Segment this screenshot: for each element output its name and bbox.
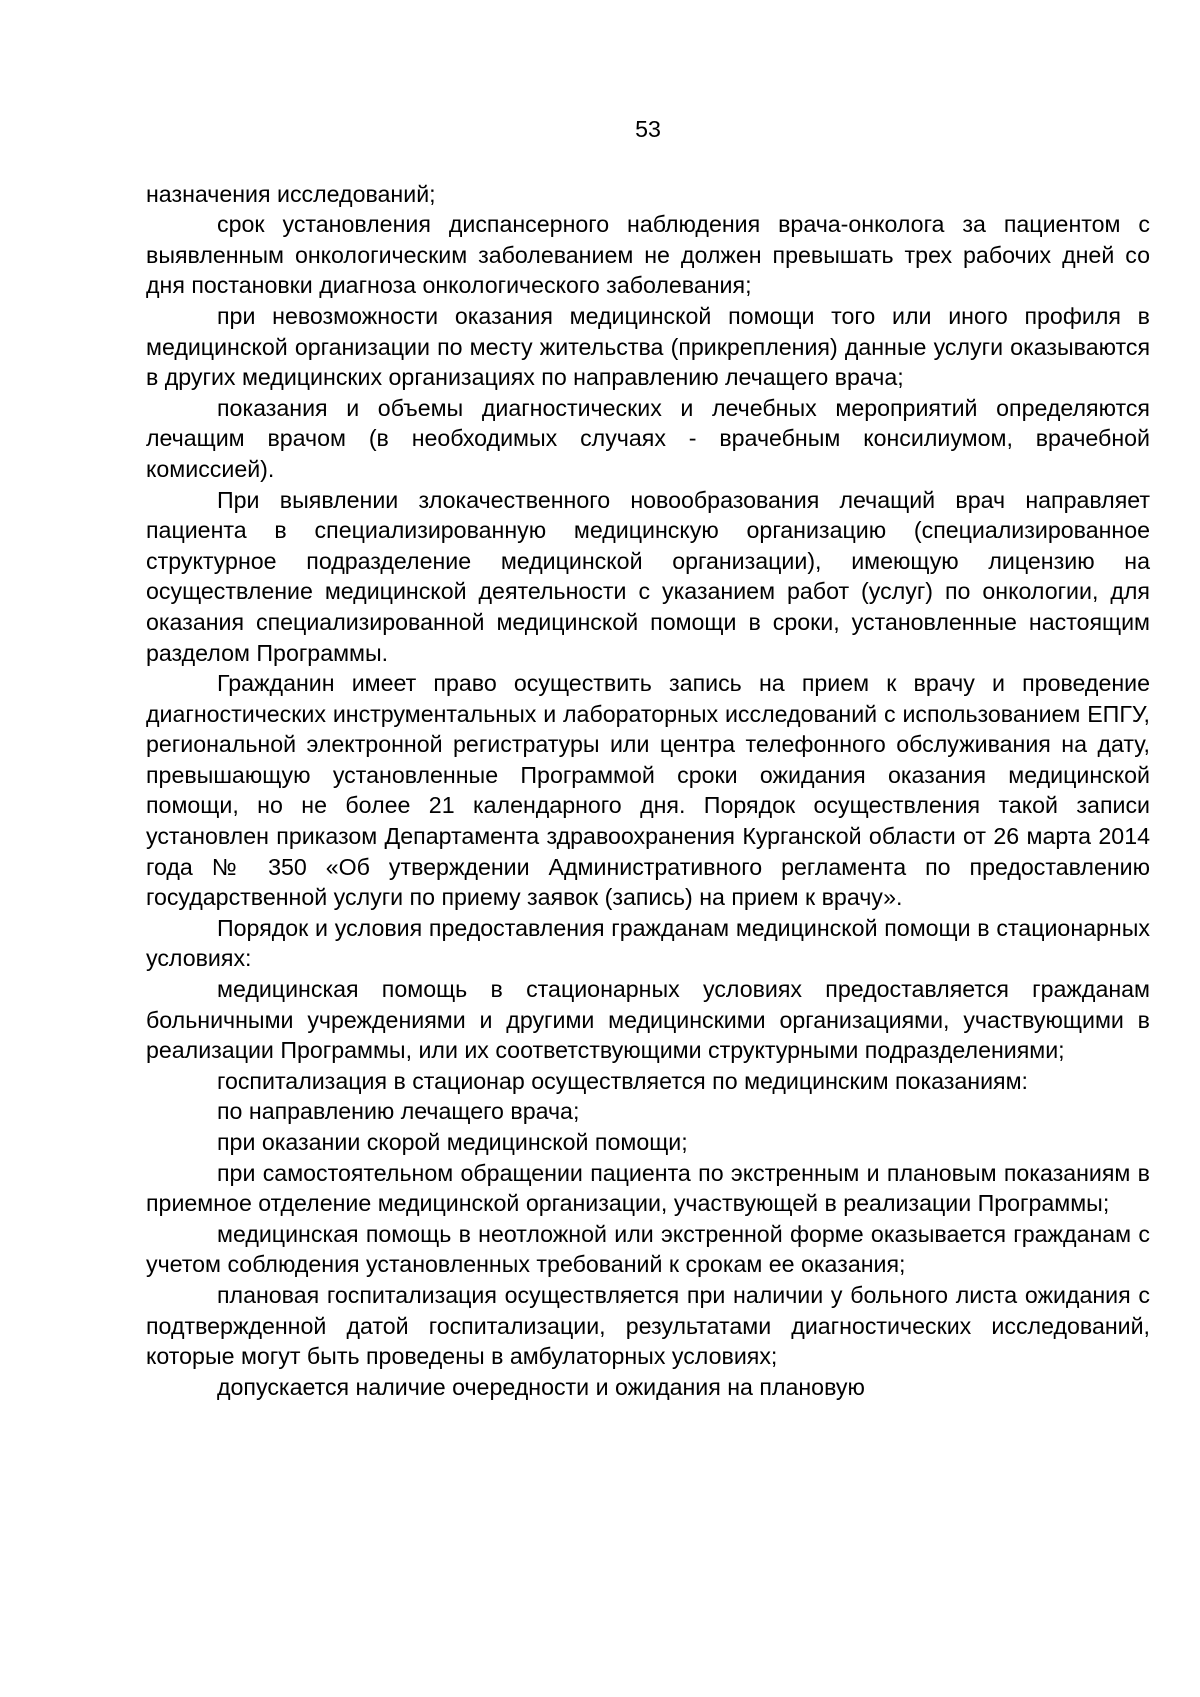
- paragraph: по направлению лечащего врача;: [217, 1098, 580, 1125]
- paragraph: При выявлении злокачественного новообразования лечащий врач направляет пациента в специализированную медицинскую организацию (специализированное структурное подразделение медицинской организации), имеющую лицензию на осуществление медицинской деятельности с указанием работ (услуг) по онкологии, для оказания специализированной медицинской помощи в сроки, установленные настоящим разделом Программы.: [146, 486, 1150, 666]
- paragraph: госпитализация в стационар осуществляется по медицинским показаниям:: [217, 1067, 1028, 1094]
- page-number: 53: [635, 116, 661, 142]
- paragraph: при самостоятельном обращении пациента по экстренным и плановым показаниям в приемное отделение медицинской организации, участвующей в реализации Программы;: [146, 1159, 1150, 1217]
- paragraph: Гражданин имеет право осуществить запись на прием к врачу и проведение диагностических инструментальных и лабораторных исследований с использованием ЕПГУ, региональной электронной регистратуры или центра телефонного обслуживания на дату, превышающую установленные Программой сроки ожидания оказания медицинской помощи, но не более 21 календарного дня. Порядок осуществления такой записи установлен приказом Департамента здравоохранения Курганской области от 26 марта 2014 года № 350 «Об утверждении Административного регламента по предоставлению государственной услуги по приему заявок (запись) на прием к врачу».: [146, 670, 1150, 911]
- paragraph: плановая госпитализация осуществляется при наличии у больного листа ожидания с подтвержденной датой госпитализации, результатами диагностических исследований, которые могут быть проведены в амбулаторных условиях;: [146, 1281, 1150, 1370]
- paragraph: Порядок и условия предоставления гражданам медицинской помощи в стационарных условиях:: [146, 914, 1150, 972]
- document-body: [146, 179, 1150, 1403]
- paragraph: показания и объемы диагностических и лечебных мероприятий определяются лечащим врачом (в необходимых случаях - врачебным консилиумом, врачебной комиссией).: [146, 394, 1150, 482]
- paragraph: срок установления диспансерного наблюдения врача-онколога за пациентом с выявленным онкологическим заболеванием не должен превышать трех рабочих дней со дня постановки диагноза онкологического заболевания;: [146, 211, 1150, 299]
- paragraph: при оказании скорой медицинской помощи;: [217, 1129, 688, 1155]
- paragraph: допускается наличие очередности и ожидания на плановую: [217, 1373, 865, 1400]
- paragraph: медицинская помощь в неотложной или экстренной форме оказывается гражданам с учетом соблюдения установленных требований к срокам ее оказания;: [146, 1220, 1150, 1278]
- paragraph: при невозможности оказания медицинской помощи того или иного профиля в медицинской организации по месту жительства (прикрепления) данные услуги оказываются в других медицинских организациях по направлению лечащего врача;: [146, 302, 1150, 391]
- paragraph: медицинская помощь в стационарных условиях предоставляется гражданам больничными учреждениями и другими медицинскими организациями, участвующими в реализации Программы, или их соответствующими структурными подразделениями;: [146, 976, 1150, 1064]
- paragraph: назначения исследований;: [146, 180, 436, 207]
